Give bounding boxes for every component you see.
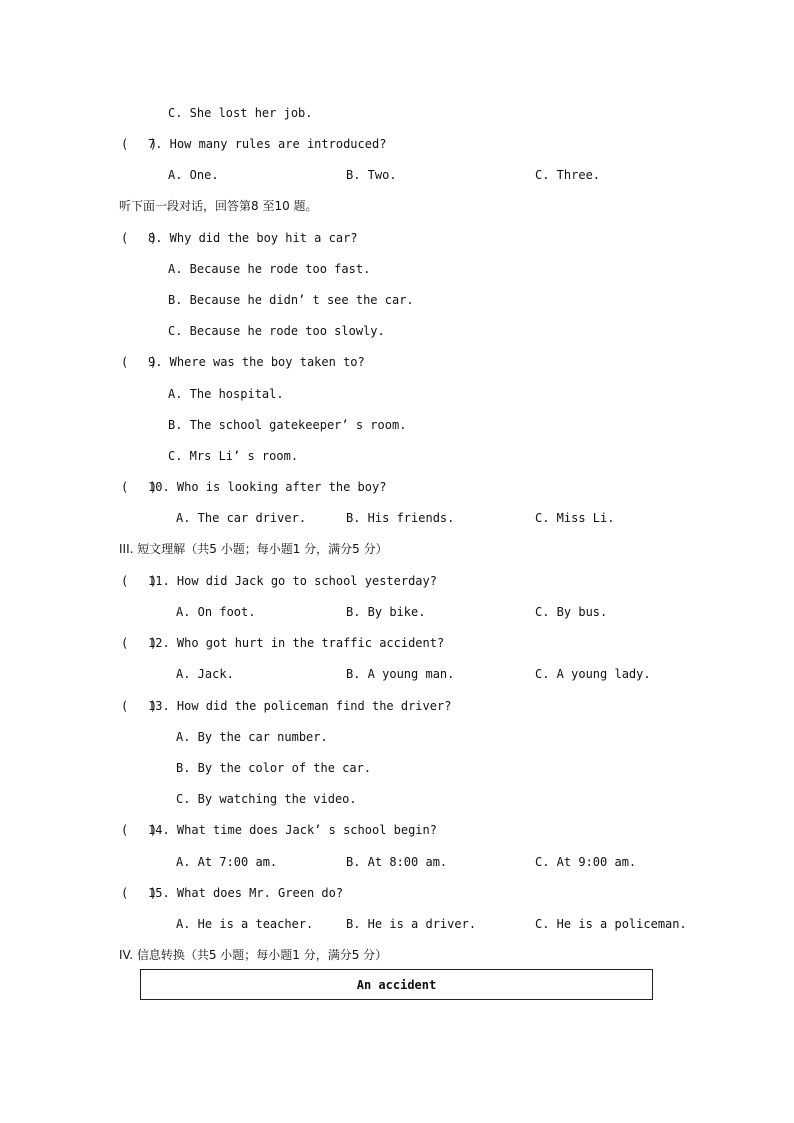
q13-question: 13. How did the policeman find the driver?	[148, 699, 452, 713]
q11-option-b: B. By bike.	[346, 605, 426, 619]
q11-paren: ( )	[121, 574, 158, 588]
q8-option-a: A. Because he rode too fast.	[168, 262, 371, 276]
q9-paren: ( )	[121, 355, 158, 369]
q10-option-c: C. Miss Li.	[535, 511, 615, 525]
q11-question: 11. How did Jack go to school yesterday?	[148, 574, 437, 588]
q14-paren: ( )	[121, 823, 158, 837]
q8-option-b: B. Because he didn’ t see the car.	[168, 293, 414, 307]
q7-question: 7. How many rules are introduced?	[148, 137, 387, 151]
q9-option-a: A. The hospital.	[168, 387, 284, 401]
q13-option-c: C. By watching the video.	[176, 792, 357, 806]
q12-question: 12. Who got hurt in the traffic accident?	[148, 636, 445, 650]
section-iii-heading: III. 短文理解（共5 小题；每小题1 分，满分5 分）	[119, 542, 388, 556]
q11-option-c: C. By bus.	[535, 605, 608, 619]
q14-question: 14. What time does Jack’ s school begin?	[148, 823, 437, 837]
q7-paren: ( )	[121, 137, 158, 151]
q14-option-b: B. At 8:00 am.	[346, 855, 448, 869]
q12-paren: ( )	[121, 636, 158, 650]
section-listen-8-10-heading: 听下面一段对话，回答第8 至10 题。	[119, 199, 318, 213]
q9-option-c: C. Mrs Li’ s room.	[168, 449, 299, 463]
q9-question: 9. Where was the boy taken to?	[148, 355, 365, 369]
info-table	[140, 969, 653, 1000]
q12-option-b: B. A young man.	[346, 667, 455, 681]
q10-option-b: B. His friends.	[346, 511, 455, 525]
q8-question: 8. Why did the boy hit a car?	[148, 231, 358, 245]
q7-option-b: B. Two.	[346, 168, 397, 182]
q10-question: 10. Who is looking after the boy?	[148, 480, 387, 494]
q13-option-a: A. By the car number.	[176, 730, 328, 744]
q15-paren: ( )	[121, 886, 158, 900]
q13-option-b: B. By the color of the car.	[176, 761, 372, 775]
q14-option-a: A. At 7:00 am.	[176, 855, 278, 869]
q7-option-c: C. Three.	[535, 168, 601, 182]
q12-option-c: C. A young lady.	[535, 667, 651, 681]
q8-paren: ( )	[121, 231, 158, 245]
section-iv-heading: IV. 信息转换（共5 小题；每小题1 分，满分5 分）	[119, 948, 388, 962]
q12-option-a: A. Jack.	[176, 667, 234, 681]
q14-option-c: C. At 9:00 am.	[535, 855, 637, 869]
q8-option-c: C. Because he rode too slowly.	[168, 324, 385, 338]
q13-paren: ( )	[121, 699, 158, 713]
q15-question: 15. What does Mr. Green do?	[148, 886, 344, 900]
q7-option-a: A. One.	[168, 168, 219, 182]
q9-option-b: B. The school gatekeeper’ s room.	[168, 418, 407, 432]
q10-paren: ( )	[121, 480, 158, 494]
q15-option-c: C. He is a policeman.	[535, 917, 687, 931]
info-table-title: An accident	[356, 978, 437, 992]
q11-option-a: A. On foot.	[176, 605, 256, 619]
q10-option-a: A. The car driver.	[176, 511, 307, 525]
q15-option-a: A. He is a teacher.	[176, 917, 314, 931]
q6-option-c: C. She lost her job.	[168, 106, 313, 120]
q15-option-b: B. He is a driver.	[346, 917, 477, 931]
